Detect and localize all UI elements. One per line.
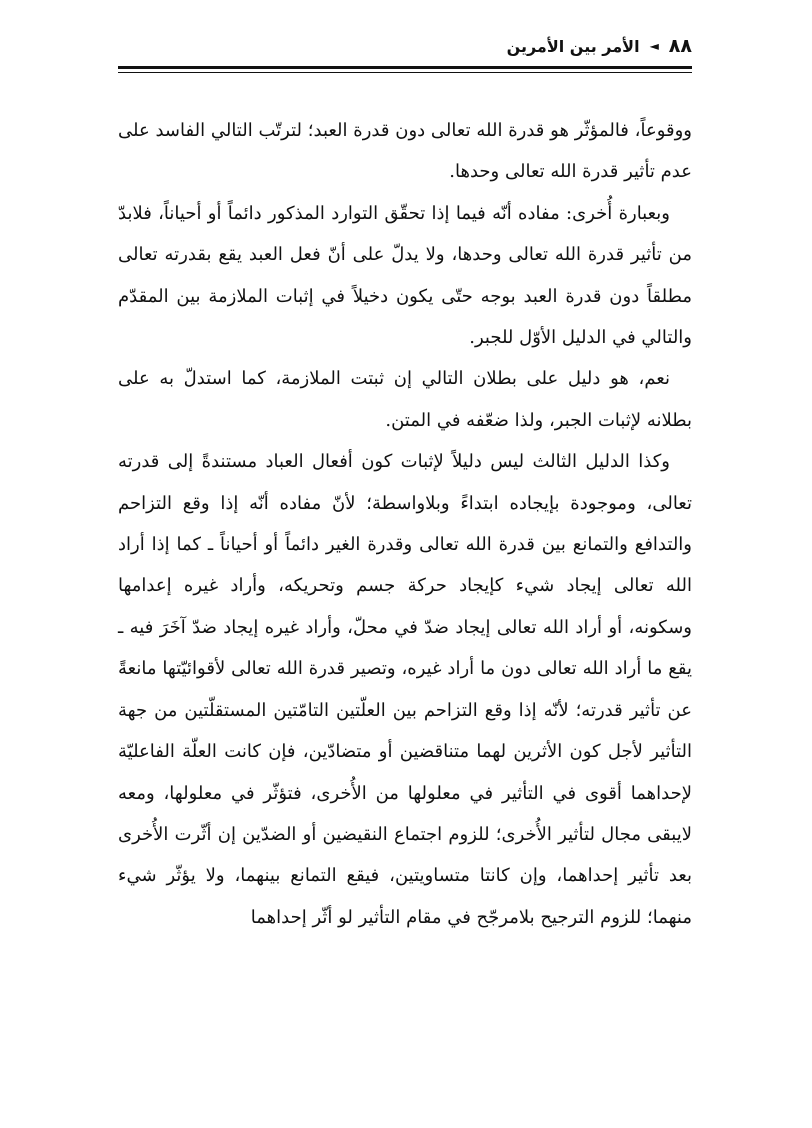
running-title: الأمر بين الأمرين xyxy=(506,36,640,56)
triangle-pointer-icon: ◄ xyxy=(649,39,659,53)
header-rule-thick xyxy=(118,66,692,69)
page-header xyxy=(118,30,692,62)
paragraph-2: وبعبارة أُخرى: مفاده أنّه فيما إذا تحقّق التوارد المذكور دائماً أو أحياناً، فلابدّ من تأثير قدرة الله تعالى وحدها، ولا يدلّ على أنّ فعل العبد يقع بقدرته تعالى مطلقاً دون قدرة العبد بوجه حتّى يكون دخيلاً في إثبات الملازمة بين المقدّم والتالي في الدليل الأوّل للجبر. xyxy=(118,202,692,349)
header-rule-thin xyxy=(118,72,692,73)
page-number: ٨٨ xyxy=(668,35,692,57)
paragraph-4: وكذا الدليل الثالث ليس دليلاً لإثبات كون أفعال العباد مستندةً إلى قدرته تعالى، وموجودة بإيجاده ابتداءً وبلاواسطة؛ لأنّ مفاده أنّه إذا وقع التزاحم والتدافع والتمانع بين قدرة الله تعالى وقدرة الغير دائماً أو أحياناً ـ كما إذا أراد الله تعالى إيجاد شيء كإيجاد حركة جسم وتحريكه، وأراد غيره إعدامها وسكونه، أو أراد الله تعالى إيجاد ضدّ في محلّ، وأراد غيره إيجاد ضدّ آخَرَ فيه ـ يقع ما أراد الله تعالى دون ما أراد غيره، وتصير قدرة الله تعالى لأقوائيّتها مانعةً عن تأثير قدرته؛ لأنّه إذا وقع التزاحم بين العلّتين التامّتين المستقلّتين من جهة التأثير لأجل كون الأثرين لهما متناقضين أو متضادّين، فإن كانت العلّة الفاعليّة لإحداهما أقوى في التأثير في معلولها من الأُخرى، فتؤثّر في معلولها، ومعه لايبقى مجال لتأثير الأُخرى؛ للزوم اجتماع النقيضين أو الضدّين إن أثّرت الأُخرى بعد تأثير إحداهما، وإن كانتا متساويتين، فيقع التمانع بينهما، ولا يؤثّر شيء منهما؛ للزوم الترجيح بلامرجّح في مقام التأثير لو أثّر إحداهما xyxy=(118,451,692,928)
paragraph-3: نعم، هو دليل على بطلان التالي إن ثبتت الملازمة، كما استدلّ به على بطلانه لإثبات الجبر، ولذا ضعّفه في المتن. xyxy=(118,368,692,431)
paragraph-1: ووقوعاً، فالمؤثّر هو قدرة الله تعالى دون قدرة العبد؛ لترتّب التالي الفاسد على عدم تأثير قدرة الله تعالى وحدها. xyxy=(118,120,692,183)
body-text xyxy=(118,110,692,938)
